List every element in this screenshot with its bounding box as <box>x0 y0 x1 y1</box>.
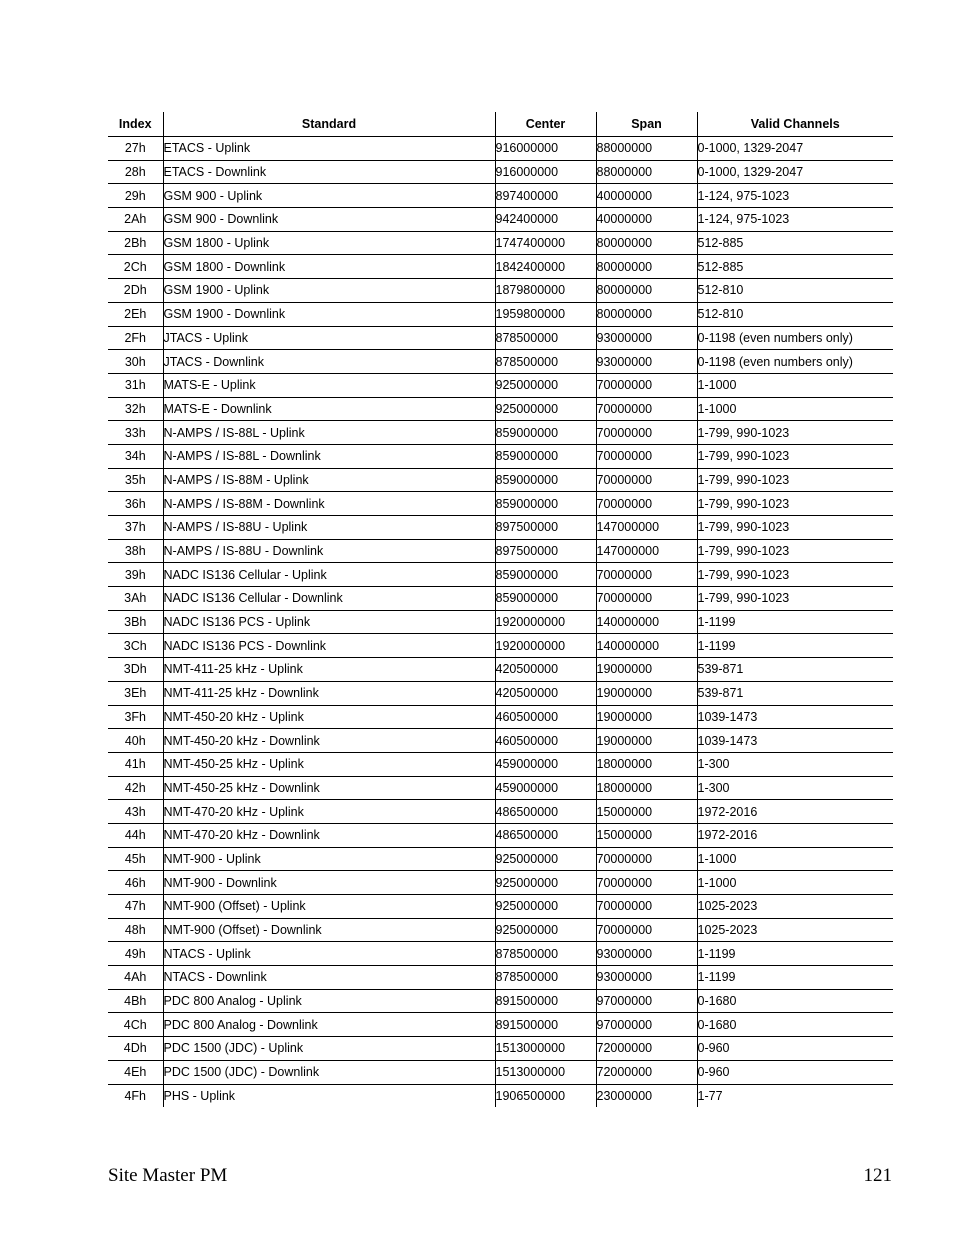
cell-span: 18000000 <box>596 776 697 800</box>
cell-span: 70000000 <box>596 895 697 919</box>
cell-standard: GSM 1800 - Uplink <box>163 231 495 255</box>
cell-standard: N-AMPS / IS-88L - Downlink <box>163 444 495 468</box>
cell-standard: N-AMPS / IS-88M - Downlink <box>163 492 495 516</box>
cell-index: 30h <box>108 350 163 374</box>
cell-center: 897500000 <box>495 516 596 540</box>
table-row <box>108 255 893 279</box>
cell-standard: NMT-450-20 kHz - Uplink <box>163 705 495 729</box>
table-row <box>108 373 893 397</box>
cell-center: 925000000 <box>495 895 596 919</box>
cell-center: 916000000 <box>495 160 596 184</box>
cell-center: 878500000 <box>495 350 596 374</box>
cell-center: 1920000000 <box>495 610 596 634</box>
cell-valid-channels: 0-1680 <box>697 1013 893 1037</box>
cell-index: 49h <box>108 942 163 966</box>
cell-valid-channels: 1-799, 990-1023 <box>697 516 893 540</box>
cell-center: 460500000 <box>495 705 596 729</box>
cell-span: 70000000 <box>596 492 697 516</box>
cell-standard: NMT-450-20 kHz - Downlink <box>163 729 495 753</box>
cell-standard: N-AMPS / IS-88M - Uplink <box>163 468 495 492</box>
cell-center: 859000000 <box>495 587 596 611</box>
cell-standard: NMT-411-25 kHz - Uplink <box>163 658 495 682</box>
cell-index: 42h <box>108 776 163 800</box>
cell-center: 897500000 <box>495 539 596 563</box>
cell-center: 925000000 <box>495 871 596 895</box>
cell-center: 1879800000 <box>495 279 596 303</box>
cell-standard: NMT-900 - Uplink <box>163 847 495 871</box>
cell-center: 420500000 <box>495 658 596 682</box>
cell-standard: PDC 800 Analog - Downlink <box>163 1013 495 1037</box>
cell-index: 31h <box>108 373 163 397</box>
cell-standard: NTACS - Uplink <box>163 942 495 966</box>
table-row <box>108 326 893 350</box>
cell-valid-channels: 0-1680 <box>697 989 893 1013</box>
table-row <box>108 705 893 729</box>
cell-index: 44h <box>108 823 163 847</box>
table-row <box>108 966 893 990</box>
cell-standard: NMT-470-20 kHz - Downlink <box>163 823 495 847</box>
cell-span: 19000000 <box>596 681 697 705</box>
cell-index: 40h <box>108 729 163 753</box>
cell-standard: NADC IS136 PCS - Downlink <box>163 634 495 658</box>
cell-center: 1842400000 <box>495 255 596 279</box>
cell-span: 97000000 <box>596 1013 697 1037</box>
cell-valid-channels: 1972-2016 <box>697 823 893 847</box>
table-row <box>108 184 893 208</box>
cell-valid-channels: 1-799, 990-1023 <box>697 492 893 516</box>
table-row <box>108 681 893 705</box>
table-row <box>108 279 893 303</box>
cell-span: 80000000 <box>596 279 697 303</box>
cell-valid-channels: 1039-1473 <box>697 705 893 729</box>
cell-span: 15000000 <box>596 800 697 824</box>
cell-center: 925000000 <box>495 397 596 421</box>
cell-span: 70000000 <box>596 373 697 397</box>
cell-span: 93000000 <box>596 966 697 990</box>
table-row <box>108 729 893 753</box>
cell-standard: ETACS - Downlink <box>163 160 495 184</box>
cell-center: 859000000 <box>495 444 596 468</box>
cell-index: 2Bh <box>108 231 163 255</box>
cell-standard: JTACS - Uplink <box>163 326 495 350</box>
table-row <box>108 610 893 634</box>
cell-center: 1513000000 <box>495 1037 596 1061</box>
table-row <box>108 516 893 540</box>
cell-index: 46h <box>108 871 163 895</box>
cell-span: 147000000 <box>596 516 697 540</box>
cell-standard: NMT-411-25 kHz - Downlink <box>163 681 495 705</box>
cell-valid-channels: 1-1199 <box>697 634 893 658</box>
cell-center: 925000000 <box>495 373 596 397</box>
cell-index: 34h <box>108 444 163 468</box>
cell-standard: N-AMPS / IS-88U - Uplink <box>163 516 495 540</box>
cell-span: 70000000 <box>596 847 697 871</box>
cell-standard: GSM 1800 - Downlink <box>163 255 495 279</box>
cell-span: 70000000 <box>596 587 697 611</box>
table-row <box>108 1060 893 1084</box>
cell-valid-channels: 0-1198 (even numbers only) <box>697 350 893 374</box>
table-row <box>108 634 893 658</box>
cell-valid-channels: 1-799, 990-1023 <box>697 563 893 587</box>
cell-index: 29h <box>108 184 163 208</box>
cell-index: 41h <box>108 752 163 776</box>
cell-valid-channels: 539-871 <box>697 681 893 705</box>
cell-valid-channels: 1-1000 <box>697 871 893 895</box>
table-row <box>108 539 893 563</box>
table-row <box>108 302 893 326</box>
cell-center: 925000000 <box>495 918 596 942</box>
cell-span: 19000000 <box>596 729 697 753</box>
cell-span: 70000000 <box>596 918 697 942</box>
cell-valid-channels: 1-1199 <box>697 610 893 634</box>
table-row <box>108 137 893 161</box>
cell-index: 3Dh <box>108 658 163 682</box>
cell-valid-channels: 1-124, 975-1023 <box>697 208 893 232</box>
table-row <box>108 942 893 966</box>
cell-span: 70000000 <box>596 871 697 895</box>
cell-span: 72000000 <box>596 1037 697 1061</box>
cell-center: 1959800000 <box>495 302 596 326</box>
cell-index: 47h <box>108 895 163 919</box>
cell-index: 36h <box>108 492 163 516</box>
cell-span: 19000000 <box>596 705 697 729</box>
cell-valid-channels: 0-1198 (even numbers only) <box>697 326 893 350</box>
cell-valid-channels: 1-1000 <box>697 373 893 397</box>
cell-index: 2Ch <box>108 255 163 279</box>
cell-valid-channels: 1-1000 <box>697 847 893 871</box>
cell-standard: NADC IS136 PCS - Uplink <box>163 610 495 634</box>
header-index: Index <box>108 112 163 137</box>
cell-span: 147000000 <box>596 539 697 563</box>
cell-index: 3Ah <box>108 587 163 611</box>
table-row <box>108 776 893 800</box>
cell-standard: GSM 1900 - Downlink <box>163 302 495 326</box>
cell-valid-channels: 1-300 <box>697 776 893 800</box>
table-row <box>108 800 893 824</box>
table-row <box>108 1084 893 1107</box>
cell-center: 942400000 <box>495 208 596 232</box>
cell-span: 72000000 <box>596 1060 697 1084</box>
cell-index: 35h <box>108 468 163 492</box>
header-span: Span <box>596 112 697 137</box>
table-row <box>108 871 893 895</box>
cell-center: 859000000 <box>495 421 596 445</box>
cell-index: 45h <box>108 847 163 871</box>
cell-valid-channels: 1-124, 975-1023 <box>697 184 893 208</box>
cell-standard: JTACS - Downlink <box>163 350 495 374</box>
cell-index: 3Eh <box>108 681 163 705</box>
cell-valid-channels: 1972-2016 <box>697 800 893 824</box>
cell-center: 925000000 <box>495 847 596 871</box>
cell-index: 2Eh <box>108 302 163 326</box>
cell-valid-channels: 1-1199 <box>697 942 893 966</box>
table-row <box>108 1013 893 1037</box>
header-center: Center <box>495 112 596 137</box>
cell-index: 3Ch <box>108 634 163 658</box>
cell-center: 891500000 <box>495 989 596 1013</box>
cell-standard: PDC 1500 (JDC) - Uplink <box>163 1037 495 1061</box>
cell-span: 93000000 <box>596 942 697 966</box>
cell-span: 80000000 <box>596 302 697 326</box>
table-row <box>108 895 893 919</box>
cell-span: 70000000 <box>596 563 697 587</box>
cell-standard: PDC 800 Analog - Uplink <box>163 989 495 1013</box>
cell-valid-channels: 512-885 <box>697 255 893 279</box>
cell-span: 70000000 <box>596 397 697 421</box>
cell-center: 859000000 <box>495 468 596 492</box>
cell-span: 19000000 <box>596 658 697 682</box>
cell-span: 93000000 <box>596 326 697 350</box>
cell-standard: NMT-900 (Offset) - Uplink <box>163 895 495 919</box>
table-row <box>108 421 893 445</box>
cell-standard: GSM 900 - Uplink <box>163 184 495 208</box>
cell-span: 70000000 <box>596 468 697 492</box>
cell-standard: ETACS - Uplink <box>163 137 495 161</box>
cell-center: 916000000 <box>495 137 596 161</box>
header-standard: Standard <box>163 112 495 137</box>
cell-center: 1513000000 <box>495 1060 596 1084</box>
cell-index: 37h <box>108 516 163 540</box>
cell-index: 4Eh <box>108 1060 163 1084</box>
cell-index: 38h <box>108 539 163 563</box>
table-row <box>108 1037 893 1061</box>
cell-span: 15000000 <box>596 823 697 847</box>
cell-index: 27h <box>108 137 163 161</box>
cell-index: 33h <box>108 421 163 445</box>
cell-standard: GSM 1900 - Uplink <box>163 279 495 303</box>
cell-center: 1906500000 <box>495 1084 596 1107</box>
cell-span: 140000000 <box>596 634 697 658</box>
cell-standard: NMT-450-25 kHz - Downlink <box>163 776 495 800</box>
cell-standard: NTACS - Downlink <box>163 966 495 990</box>
table-row <box>108 587 893 611</box>
cell-center: 459000000 <box>495 776 596 800</box>
cell-index: 4Dh <box>108 1037 163 1061</box>
cell-span: 40000000 <box>596 184 697 208</box>
table-row <box>108 918 893 942</box>
cell-center: 486500000 <box>495 800 596 824</box>
table-row <box>108 823 893 847</box>
cell-center: 878500000 <box>495 966 596 990</box>
table-row <box>108 847 893 871</box>
cell-valid-channels: 1-799, 990-1023 <box>697 468 893 492</box>
cell-center: 897400000 <box>495 184 596 208</box>
table-header-row <box>108 112 893 137</box>
cell-span: 80000000 <box>596 255 697 279</box>
table-row <box>108 658 893 682</box>
cell-standard: MATS-E - Downlink <box>163 397 495 421</box>
header-valid-channels: Valid Channels <box>697 112 893 137</box>
cell-valid-channels: 1-77 <box>697 1084 893 1107</box>
cell-standard: NMT-900 - Downlink <box>163 871 495 895</box>
table-row <box>108 231 893 255</box>
cell-standard: N-AMPS / IS-88L - Uplink <box>163 421 495 445</box>
cell-center: 878500000 <box>495 942 596 966</box>
cell-index: 48h <box>108 918 163 942</box>
cell-span: 93000000 <box>596 350 697 374</box>
table-row <box>108 989 893 1013</box>
cell-center: 486500000 <box>495 823 596 847</box>
cell-span: 80000000 <box>596 231 697 255</box>
cell-index: 4Fh <box>124 1088 147 1103</box>
cell-valid-channels: 512-885 <box>697 231 893 255</box>
cell-span: 18000000 <box>596 752 697 776</box>
cell-valid-channels: 0-960 <box>697 1060 893 1084</box>
cell-valid-channels: 512-810 <box>697 279 893 303</box>
table-row <box>108 350 893 374</box>
page-number: 121 <box>863 1165 892 1186</box>
cell-valid-channels: 1-799, 990-1023 <box>697 421 893 445</box>
cell-standard: PHS - Uplink <box>163 1084 495 1107</box>
cell-standard: NADC IS136 Cellular - Downlink <box>163 587 495 611</box>
cell-standard: N-AMPS / IS-88U - Downlink <box>163 539 495 563</box>
cell-center: 859000000 <box>495 563 596 587</box>
cell-span: 88000000 <box>596 160 697 184</box>
cell-valid-channels: 1-1000 <box>697 397 893 421</box>
cell-center: 1920000000 <box>495 634 596 658</box>
cell-valid-channels: 1-799, 990-1023 <box>697 539 893 563</box>
cell-span: 140000000 <box>596 610 697 634</box>
table-row <box>108 492 893 516</box>
standards-table <box>108 112 893 1107</box>
cell-index: 39h <box>108 563 163 587</box>
cell-center: 859000000 <box>495 492 596 516</box>
footer-title: Site Master PM <box>108 1165 228 1186</box>
cell-valid-channels: 1025-2023 <box>697 918 893 942</box>
table-row <box>108 397 893 421</box>
cell-index: 28h <box>108 160 163 184</box>
cell-center: 1747400000 <box>495 231 596 255</box>
cell-standard: NMT-450-25 kHz - Uplink <box>163 752 495 776</box>
table-row <box>108 208 893 232</box>
cell-index: 2Dh <box>108 279 163 303</box>
cell-span: 70000000 <box>596 444 697 468</box>
cell-standard: NADC IS136 Cellular - Uplink <box>163 563 495 587</box>
cell-center: 878500000 <box>495 326 596 350</box>
cell-valid-channels: 512-810 <box>697 302 893 326</box>
cell-valid-channels: 1-799, 990-1023 <box>697 444 893 468</box>
cell-center: 460500000 <box>495 729 596 753</box>
cell-span: 23000000 <box>596 1084 697 1107</box>
table-row <box>108 563 893 587</box>
cell-valid-channels: 539-871 <box>697 658 893 682</box>
cell-index: 2Fh <box>108 326 163 350</box>
cell-index: 3Bh <box>108 610 163 634</box>
cell-center: 891500000 <box>495 1013 596 1037</box>
cell-index: 32h <box>108 397 163 421</box>
cell-index: 4Ah <box>108 966 163 990</box>
table-body <box>108 137 893 1108</box>
cell-index: 2Ah <box>108 208 163 232</box>
table-row <box>108 468 893 492</box>
cell-index: 4Ch <box>108 1013 163 1037</box>
cell-valid-channels: 1-799, 990-1023 <box>697 587 893 611</box>
cell-span: 88000000 <box>596 137 697 161</box>
table-row <box>108 752 893 776</box>
cell-valid-channels: 0-1000, 1329-2047 <box>697 137 893 161</box>
cell-standard: GSM 900 - Downlink <box>163 208 495 232</box>
cell-center: 459000000 <box>495 752 596 776</box>
table-row <box>108 444 893 468</box>
cell-span: 40000000 <box>596 208 697 232</box>
cell-standard: PDC 1500 (JDC) - Downlink <box>163 1060 495 1084</box>
cell-index: 43h <box>108 800 163 824</box>
cell-standard: NMT-900 (Offset) - Downlink <box>163 918 495 942</box>
cell-index: 4Bh <box>108 989 163 1013</box>
table-row <box>108 160 893 184</box>
cell-span: 97000000 <box>596 989 697 1013</box>
cell-valid-channels: 1-300 <box>697 752 893 776</box>
cell-index: 3Fh <box>108 705 163 729</box>
cell-center: 420500000 <box>495 681 596 705</box>
cell-standard: MATS-E - Uplink <box>163 373 495 397</box>
cell-valid-channels: 1039-1473 <box>697 729 893 753</box>
cell-valid-channels: 1025-2023 <box>697 895 893 919</box>
cell-valid-channels: 1-1199 <box>697 966 893 990</box>
cell-valid-channels: 0-960 <box>697 1037 893 1061</box>
cell-valid-channels: 0-1000, 1329-2047 <box>697 160 893 184</box>
cell-standard: NMT-470-20 kHz - Uplink <box>163 800 495 824</box>
cell-span: 70000000 <box>596 421 697 445</box>
